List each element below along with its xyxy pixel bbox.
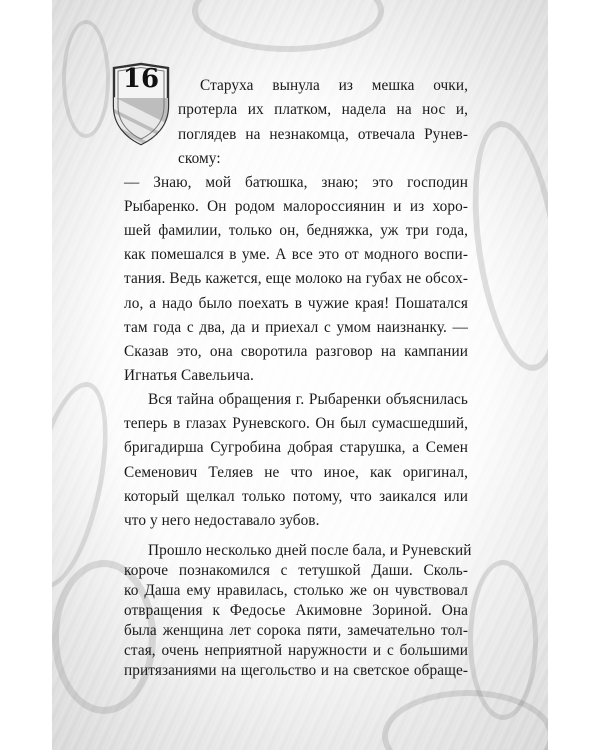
text-line: Вся тайна обращения г. Рыбаренки объяснилась [148,391,468,408]
text-line: Семенович Теляев не что иное, как оригинал, [124,464,468,481]
text-line: — Знаю, мой батюшка, знаю; это господин [124,174,468,191]
text-line: там года с два, да и приехал с умом наизнанку. — [124,319,468,336]
text-line: Игнатья Савельича. [124,367,254,384]
text-line: ко Даша ему нравилась, столько же он чувствовал [124,582,468,599]
text-line: стая, очень неприятной наружности и с большими [124,642,468,659]
text-line: короче познакомился с тетушкой Даши. Сколь- [124,562,468,579]
text-line: который щелкал только потому, что заикался или [124,488,468,505]
text-line: отвращения к Федосье Акимовне Зориной. Она [124,602,468,619]
text-line: тания. Ведь кажется, еще молоко на губах не обсох- [124,270,468,287]
text-line: шей фамилии, только он, бедняжка, уж три года, [124,222,468,239]
text-line: Старуха вынула из мешка очки, [200,77,468,94]
text-line: бригадирша Сугробина добрая старушка, а Семен [124,439,468,456]
text-line: поглядев на незнакомца, отвечала Рунев- [178,126,468,143]
text-line: скому: [178,150,221,167]
text-line: Рыбаренко. Он родом малороссиянин и из хоро- [124,198,468,215]
text-line: как помешался в уме. А все это от модного воспи- [124,246,468,263]
text-line: Прошло несколько дней после бала, и Руневский [148,542,472,559]
text-line: Сказав это, она своротила разговор на кампании [124,343,468,360]
text-line: протерла их платком, надела на нос и, [178,101,468,118]
text-line: что у него недоставало зубов. [124,512,320,529]
text-line: была женщина лет сорока пяти, замечательно тол- [124,622,468,639]
page-number: 16 [122,64,160,94]
text-line: теперь в глазах Руневского. Он был сумасшедший, [124,415,468,432]
text-line: притязаниями на щегольство и на светское обраще- [124,662,468,679]
text-line: ло, а надо было поехать в чужие края! Пошатался [124,295,468,312]
